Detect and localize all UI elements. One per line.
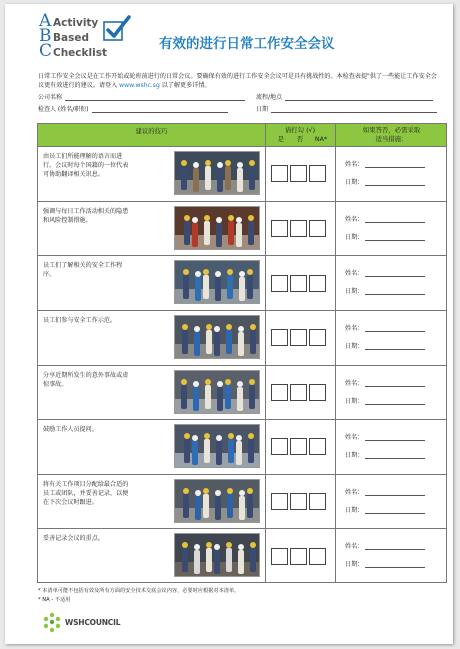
name-signoff-label: 姓名： bbox=[345, 434, 364, 442]
header-no: 否 bbox=[296, 135, 304, 143]
logo-word-checklist: Checklist bbox=[53, 47, 107, 59]
row-photo bbox=[174, 206, 260, 250]
date-signoff-label: 日期： bbox=[345, 397, 364, 405]
footnote-1: * 本清单可能不包括有效及所有方面的安全技术交底会议内容，必要时应根据对本清单。 bbox=[38, 588, 240, 594]
name-signoff-line[interactable] bbox=[365, 380, 425, 387]
row-tip-text: 员工们参与安全工作示范。 bbox=[43, 316, 117, 324]
header-action-2: 适当措施： bbox=[375, 135, 408, 143]
checkbox-no[interactable] bbox=[290, 548, 307, 565]
row-photo bbox=[174, 370, 260, 414]
company-label: 公司名称 bbox=[38, 94, 63, 101]
header-action-1: 如果答否，必需采取 bbox=[362, 126, 421, 134]
table-row bbox=[38, 311, 446, 366]
date-signoff bbox=[345, 505, 425, 514]
date-signoff-label: 日期： bbox=[345, 233, 364, 241]
logo-letter-a: A bbox=[39, 11, 52, 31]
wshc-link[interactable]: www.wshc.sg bbox=[119, 82, 160, 89]
name-signoff bbox=[345, 323, 425, 332]
table-row bbox=[38, 420, 446, 475]
checkbox-no[interactable] bbox=[290, 275, 307, 292]
abc-logo bbox=[39, 13, 149, 63]
checkbox-na[interactable] bbox=[309, 275, 326, 292]
checkbox-no[interactable] bbox=[290, 329, 307, 346]
checkbox-no[interactable] bbox=[290, 384, 307, 401]
logo-letter-b: B bbox=[39, 26, 52, 46]
date-signoff-line[interactable] bbox=[365, 179, 425, 186]
company-input-line[interactable] bbox=[65, 94, 245, 101]
name-signoff-label: 姓名： bbox=[345, 543, 364, 551]
row-photo bbox=[174, 424, 260, 468]
date-signoff-line[interactable] bbox=[365, 288, 425, 295]
table-row bbox=[38, 147, 446, 202]
date-signoff-label: 日期： bbox=[345, 561, 364, 569]
date-signoff-label: 日期： bbox=[345, 452, 364, 460]
table-row bbox=[38, 202, 446, 257]
name-signoff bbox=[345, 268, 425, 277]
checkbox-no[interactable] bbox=[290, 493, 307, 510]
name-signoff bbox=[345, 378, 425, 387]
checkbox-na[interactable] bbox=[309, 165, 326, 182]
date-signoff bbox=[345, 177, 425, 186]
date-input-line[interactable] bbox=[271, 106, 437, 113]
header-na: NA* bbox=[314, 135, 328, 143]
row-photo bbox=[174, 479, 260, 523]
checkbox-yes[interactable] bbox=[271, 384, 288, 401]
row-photo bbox=[174, 315, 260, 359]
logo-word-based: Based bbox=[53, 32, 89, 44]
site-label: 流程/地点 bbox=[256, 94, 283, 101]
date-signoff-label: 日期： bbox=[345, 506, 364, 514]
checkbox-na[interactable] bbox=[309, 329, 326, 346]
header-tick: 请打勾 (√) bbox=[284, 126, 316, 134]
name-signoff-label: 姓名： bbox=[345, 379, 364, 387]
date-signoff-label: 日期： bbox=[345, 288, 364, 296]
name-signoff-line[interactable] bbox=[365, 216, 425, 223]
intro-paragraph bbox=[38, 72, 438, 90]
table-body bbox=[38, 147, 446, 584]
table-row bbox=[38, 529, 446, 584]
row-photo bbox=[174, 151, 260, 195]
checkbox-yes[interactable] bbox=[271, 165, 288, 182]
checkbox-yes[interactable] bbox=[271, 493, 288, 510]
company-field bbox=[38, 92, 245, 101]
date-signoff-line[interactable] bbox=[365, 343, 425, 350]
checkbox-yes[interactable] bbox=[271, 438, 288, 455]
date-field bbox=[256, 104, 437, 113]
name-signoff-line[interactable] bbox=[365, 489, 425, 496]
inspector-input-line[interactable] bbox=[92, 106, 228, 113]
logo-letter-c: C bbox=[39, 41, 53, 61]
checkbox-no[interactable] bbox=[290, 220, 307, 237]
checklist-table bbox=[37, 123, 447, 583]
name-signoff bbox=[345, 541, 425, 550]
row-tip-text: 妥善记录会议的重点。 bbox=[43, 535, 104, 543]
table-row bbox=[38, 475, 446, 530]
name-signoff-label: 姓名： bbox=[345, 161, 364, 168]
date-signoff-line[interactable] bbox=[365, 234, 425, 241]
checklist-page bbox=[5, 4, 453, 644]
checkbox-na[interactable] bbox=[309, 220, 326, 237]
intro-tail: 以了解更多详情。 bbox=[161, 82, 211, 89]
date-signoff-line[interactable] bbox=[365, 398, 425, 405]
date-signoff-label: 日期： bbox=[345, 342, 364, 350]
table-header bbox=[38, 124, 446, 147]
name-signoff-line[interactable] bbox=[365, 543, 425, 550]
header-tips: 建议的技巧 bbox=[135, 127, 168, 135]
name-signoff-label: 姓名： bbox=[345, 488, 364, 496]
wsh-council-logo bbox=[41, 611, 131, 633]
site-input-line[interactable] bbox=[285, 94, 433, 101]
checkbox-yes[interactable] bbox=[271, 220, 288, 237]
row-tip-text: 将有关工作项目分配给最合适的员工或团队，并妥善记录，以便在下次会议时跟进。 bbox=[43, 480, 129, 506]
intro-text: 日常工作安全会议是在工作开始或轮班前进行的日常会议。要确保有效的进行工作安全会议可是具有挑战性的。本检查表提"供了一些能让工作安全会议更有效进行的建议。请登入 bbox=[38, 73, 437, 89]
checkbox-yes[interactable] bbox=[271, 275, 288, 292]
name-signoff-label: 姓名： bbox=[345, 215, 364, 223]
name-signoff-label: 姓名： bbox=[345, 324, 364, 332]
checkmark-icon bbox=[101, 15, 131, 43]
row-tip-text: 由员工们所能理解的语言而进行。会议时每个国籍的一位代表可协助翻译相关讯息。 bbox=[43, 153, 129, 178]
row-tip-text: 员工们了解相关的安全工作程序。 bbox=[43, 262, 123, 279]
name-signoff bbox=[345, 159, 425, 168]
date-signoff-label: 日期： bbox=[345, 179, 364, 186]
inspector-label: 检查人 (姓名/职衔) bbox=[38, 106, 89, 113]
date-signoff bbox=[345, 341, 425, 350]
name-signoff-line[interactable] bbox=[365, 161, 425, 168]
name-signoff-line[interactable] bbox=[365, 434, 425, 441]
table-row bbox=[38, 256, 446, 311]
checkbox-na[interactable] bbox=[309, 548, 326, 565]
date-label: 日期 bbox=[256, 106, 269, 113]
row-tip-text: 鼓励工作人员提问。 bbox=[43, 426, 98, 434]
council-dots-icon bbox=[41, 611, 63, 633]
date-signoff bbox=[345, 559, 425, 568]
date-signoff-line[interactable] bbox=[365, 452, 425, 459]
footnote-2: * NA - 不适用 bbox=[38, 597, 71, 603]
inspector-field bbox=[38, 104, 228, 113]
checkbox-no[interactable] bbox=[290, 438, 307, 455]
page-title: 有效的进行日常工作安全会议 bbox=[159, 36, 335, 52]
name-signoff-line[interactable] bbox=[365, 270, 425, 277]
checkbox-yes[interactable] bbox=[271, 329, 288, 346]
name-signoff-line[interactable] bbox=[365, 325, 425, 332]
row-photo bbox=[174, 533, 260, 577]
name-signoff bbox=[345, 487, 425, 496]
site-field bbox=[256, 92, 433, 101]
name-signoff bbox=[345, 214, 425, 223]
date-signoff-line[interactable] bbox=[365, 561, 425, 568]
date-signoff bbox=[345, 450, 425, 459]
name-signoff-label: 姓名： bbox=[345, 270, 364, 278]
header-yes: 是 bbox=[277, 135, 285, 143]
date-signoff-line[interactable] bbox=[365, 507, 425, 514]
date-signoff bbox=[345, 232, 425, 241]
logo-word-activity: Activity bbox=[53, 17, 99, 29]
council-name: WSHCOUNCIL bbox=[65, 618, 121, 627]
checkbox-na[interactable] bbox=[309, 438, 326, 455]
row-tip-text: 分享近期所发生的意外事故或虚惊事故。 bbox=[43, 371, 129, 388]
date-signoff bbox=[345, 396, 425, 405]
name-signoff bbox=[345, 432, 425, 441]
row-photo bbox=[174, 260, 260, 304]
checkbox-na[interactable] bbox=[309, 493, 326, 510]
checkbox-no[interactable] bbox=[290, 165, 307, 182]
row-tip-text: 强调与每日工作活动相关的隐患和风险控制措施。 bbox=[43, 207, 129, 224]
checkbox-yes[interactable] bbox=[271, 548, 288, 565]
checkbox-na[interactable] bbox=[309, 384, 326, 401]
date-signoff bbox=[345, 286, 425, 295]
table-row bbox=[38, 366, 446, 421]
